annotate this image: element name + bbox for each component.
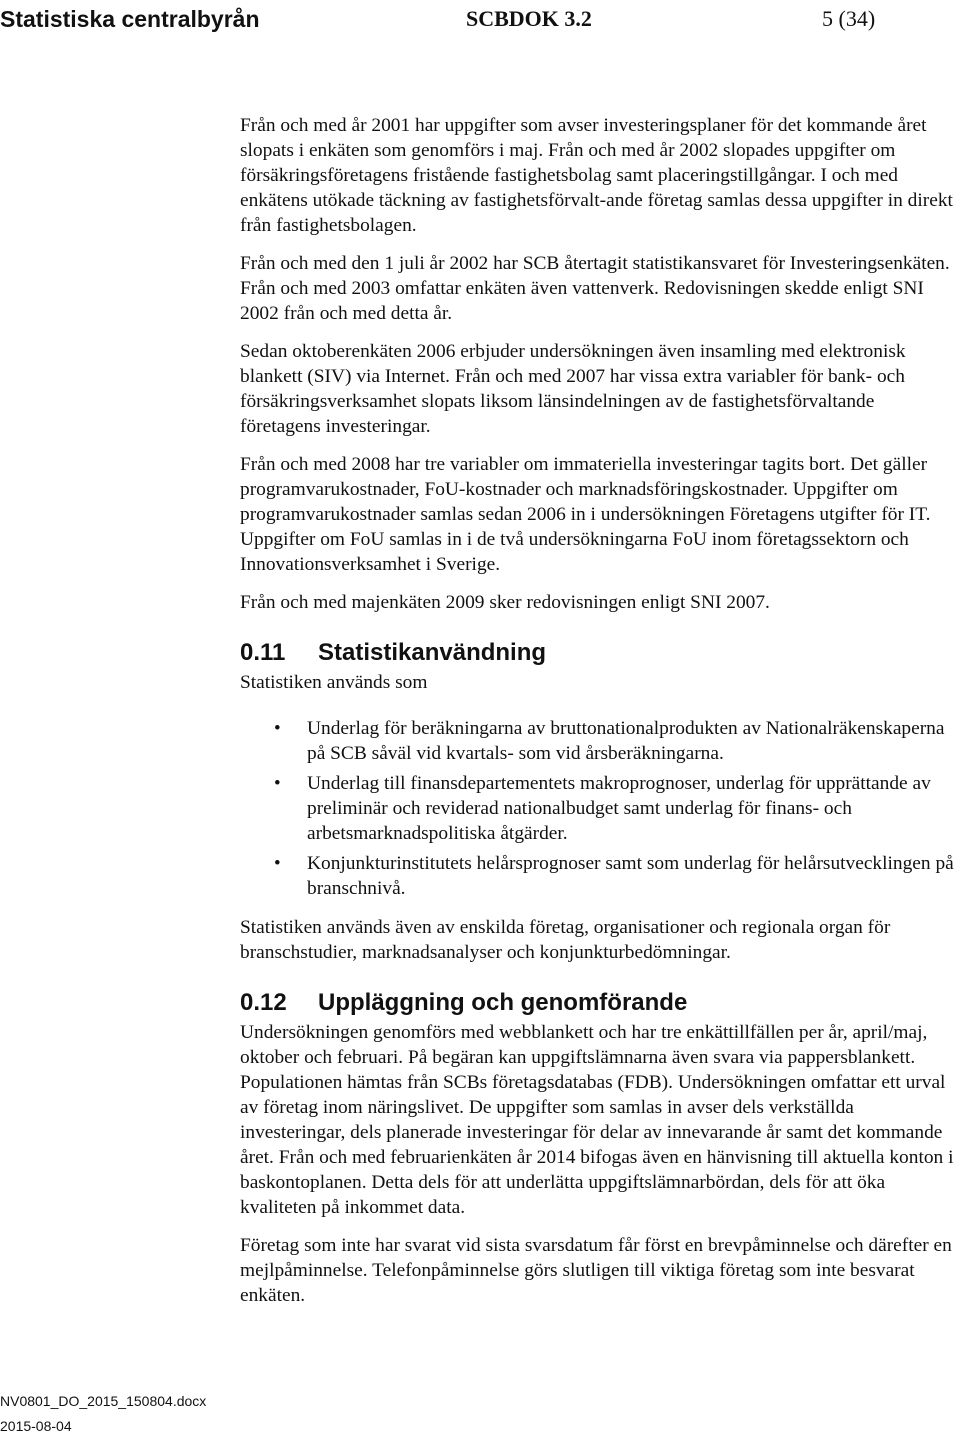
document-body xyxy=(240,113,955,1321)
paragraph: Sedan oktoberenkäten 2006 erbjuder undersökningen även insamling med elektronisk blankett (SIV) via Internet. Från och med 2007 har vissa extra variabler för bank- och försäkringsverksamhet slopats liksom länsindelningen av de fastighetsförvaltande företagens investeringar. xyxy=(240,341,906,437)
list-item xyxy=(240,851,955,901)
bullet-icon: • xyxy=(274,718,281,739)
section-heading-statistikanvandning xyxy=(240,638,955,668)
list-item-text: Underlag till finansdepartementets makroprognoser, underlag för upprättande av preliminär och reviderad nationalbudget samt underlag för finans- och arbetsmarknadspolitiska åtgärder. xyxy=(307,773,931,844)
list-item xyxy=(240,716,955,766)
paragraph: Företag som inte har svarat vid sista svarsdatum får först en brevpåminnelse och därefter en mejlpåminnelse. Telefonpåminnelse görs slutligen till viktiga företag som inte besvarat enkäten. xyxy=(240,1235,952,1306)
header-org: Statistiska centralbyrån xyxy=(0,6,260,32)
section-title: Statistikanvändning xyxy=(318,639,547,666)
paragraph: Från och med majenkäten 2009 sker redovisningen enligt SNI 2007. xyxy=(240,592,770,613)
bullet-list xyxy=(240,716,955,901)
section-heading-upplaggning xyxy=(240,988,955,1018)
list-item-text: Underlag för beräkningarna av bruttonationalprodukten av Nationalräkenskaperna på SCB såväl vid kvartals- som vid årsberäkningarna. xyxy=(307,718,945,764)
header-document-id: SCBDOK 3.2 xyxy=(466,6,592,31)
list-item xyxy=(240,771,955,846)
list-item-text: Konjunkturinstitutets helårsprognoser samt som underlag för helårsutvecklingen på branschnivå. xyxy=(307,853,954,899)
paragraph: Från och med den 1 juli år 2002 har SCB återtagit statistikansvaret för Investeringsenkäten. Från och med 2003 omfattar enkäten även vattenverk. Redovisningen skedde enligt SNI 2002 från och med detta år. xyxy=(240,253,950,324)
footer-filename: NV0801_DO_2015_150804.docx xyxy=(0,1393,207,1409)
page-header xyxy=(0,0,960,48)
header-page-number: 5 (34) xyxy=(822,6,876,31)
section-number: 0.11 xyxy=(240,639,286,666)
paragraph: Undersökningen genomförs med webblankett och har tre enkättillfällen per år, april/maj, oktober och februari. På begäran kan uppgiftslämnarna även svara via pappersblankett. Populationen hämtas från SCBs företagsdatabas (FDB). Undersökningen omfattar ett urval av företag inom näringslivet. De uppgifter som samlas in avser dels verkställda investeringar, dels planerade investeringar för delar av innevarande år samt det kommande året. Från och med februarienkäten år 2014 bifogas även en hänvisning till aktuella konton i baskontoplanen. Detta dels för att underlätta uppgiftslämnarbördan, dels för att öka kvaliteten på inkommet data. xyxy=(240,1022,954,1218)
bullet-icon: • xyxy=(274,853,281,874)
paragraph: Statistiken används även av enskilda företag, organisationer och regionala organ för branschstudier, marknadsanalyser och konjunkturbedömningar. xyxy=(240,917,891,963)
footer-date: 2015-08-04 xyxy=(0,1418,72,1434)
paragraph: Från och med år 2001 har uppgifter som avser investeringsplaner för det kommande året slopats i enkäten som genomförs i maj. Från och med år 2002 slopades uppgifter om försäkringsföretagens fristående fastighetsbolag samt placeringstillgångar. I och med enkätens utökade täckning av fastighetsförvalt-ande företag samlas dessa uppgifter in direkt från fastighetsbolagen. xyxy=(240,115,953,236)
section-number: 0.12 xyxy=(240,989,287,1016)
bullet-icon: • xyxy=(274,773,281,794)
paragraph: Från och med 2008 har tre variabler om immateriella investeringar tagits bort. Det gäller programvarukostnader, FoU-kostnader och marknadsföringskostnader. Uppgifter om programvarukostnader samlas sedan 2006 in i undersökningen Företagens utgifter för IT. Uppgifter om FoU samlas in i de två undersökningarna FoU inom företagssektorn och Innovationsverksamhet i Sverige. xyxy=(240,454,931,575)
section-title: Uppläggning och genomförande xyxy=(318,989,688,1016)
section-intro: Statistiken används som xyxy=(240,672,428,693)
